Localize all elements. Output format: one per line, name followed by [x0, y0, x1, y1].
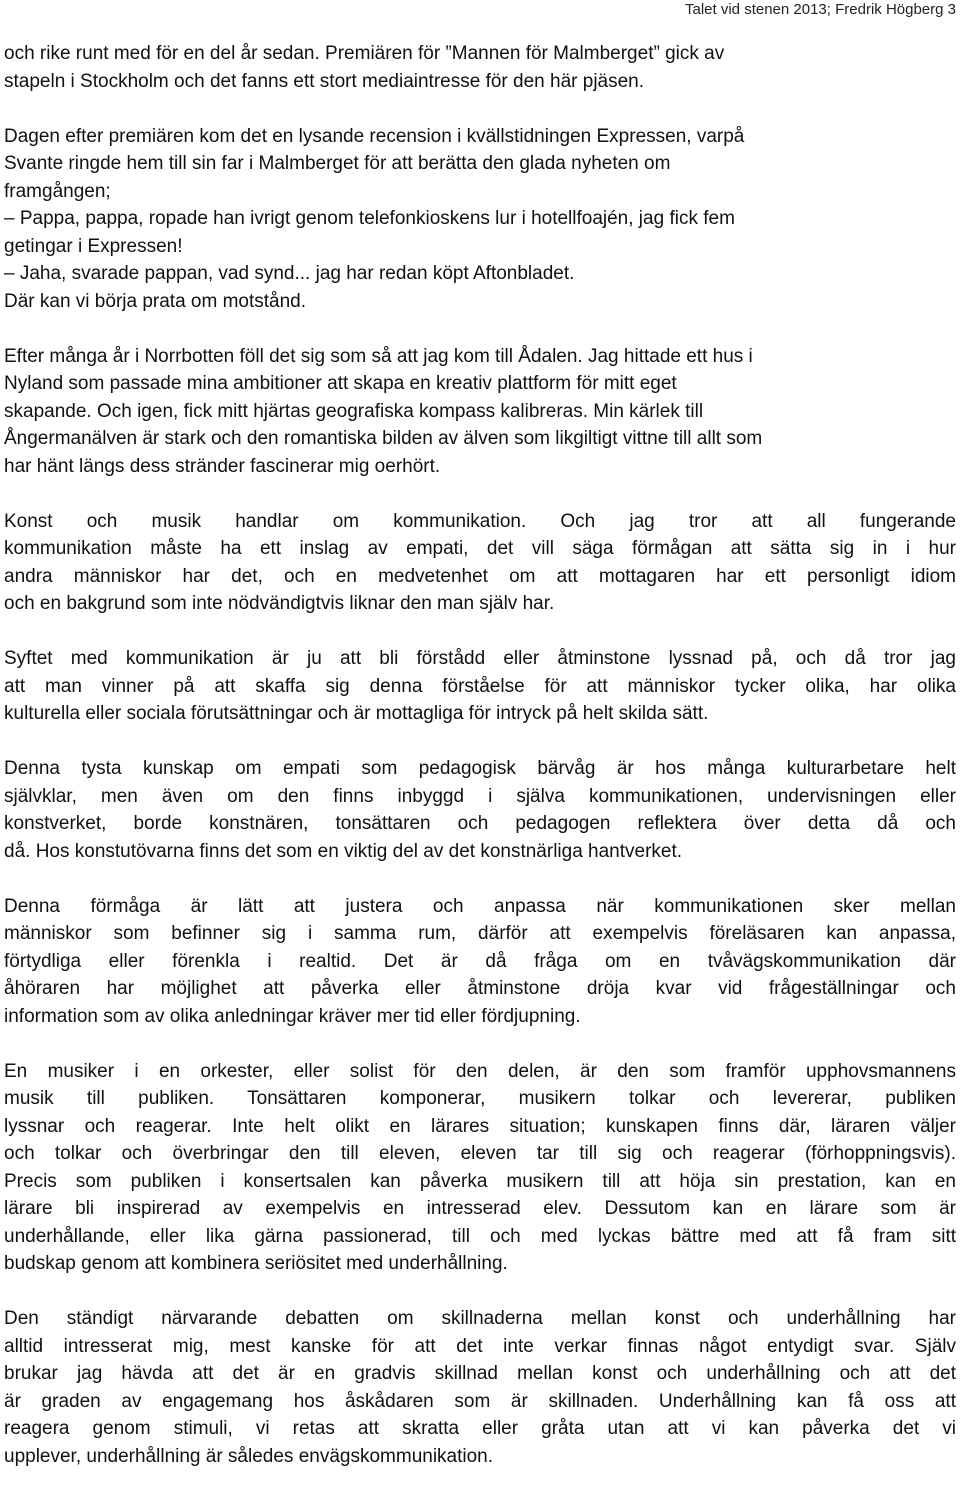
paragraph: [4, 1058, 956, 1278]
paragraph: [4, 645, 956, 728]
text-line: kulturella eller sociala förutsättningar och är mottagliga för intryck på helt skilda sätt.: [4, 703, 709, 724]
text-line: människor som befinner sig i samma rum, därför att exempelvis föreläsaren kan anpassa,: [4, 923, 956, 944]
paragraph: [4, 123, 956, 316]
text-line: reagera genom stimuli, vi retas att skratta eller gråta utan att vi kan påverka det vi: [4, 1418, 956, 1439]
text-line: brukar jag hävda att det är en gradvis skillnad mellan konst och underhållning och att det: [4, 1363, 956, 1384]
text-line: Dagen efter premiären kom det en lysande recension i kvällstidningen Expressen, varpå: [4, 125, 745, 147]
document-body: [4, 40, 956, 1498]
paragraph: [4, 893, 956, 1031]
text-line: Svante ringde hem till sin far i Malmberget för att berätta den glada nyheten om: [4, 153, 671, 174]
text-line: lyssnar och reagerar. Inte helt olikt en lärares situation; kunskapen finns där, läraren väljer: [4, 1115, 956, 1137]
text-line: konstverket, borde konstnären, tonsättaren och pedagogen reflektera över detta då och: [4, 813, 956, 834]
paragraph: [4, 755, 956, 865]
text-line: – Pappa, pappa, ropade han ivrigt genom telefonkioskens lur i hotellfoajén, jag fick fem: [4, 208, 735, 229]
text-line: – Jaha, svarade pappan, vad synd... jag har redan köpt Aftonbladet.: [4, 263, 575, 284]
text-line: Denna förmåga är lätt att justera och anpassa när kommunikationen sker mellan: [4, 895, 956, 917]
paragraph: [4, 343, 956, 481]
text-line: framgången;: [4, 180, 111, 202]
text-line: andra människor har det, och en medvetenhet om att mottagaren har ett personligt idiom: [4, 565, 956, 587]
text-line: underhållande, eller lika gärna passionerad, till och med lyckas bättre med att få fram sitt: [4, 1225, 956, 1247]
running-header: Talet vid stenen 2013; Fredrik Högberg 3: [685, 1, 956, 18]
text-line: getingar i Expressen!: [4, 235, 183, 257]
text-line: Där kan vi börja prata om motstånd.: [4, 290, 307, 312]
paragraph: [4, 508, 956, 618]
text-line: alltid intresserat mig, mest kanske för att det inte verkar finnas något entydigt svar. Själv: [4, 1335, 956, 1357]
text-line: är graden av engagemang hos åskådaren som är skillnaden. Underhållning kan få oss att: [4, 1390, 956, 1412]
text-line: lärare bli inspirerad av exempelvis en intresserad elev. Dessutom kan en lärare som är: [4, 1198, 956, 1219]
text-line: Denna tysta kunskap om empati som pedagogisk bärvåg är hos många kulturarbetare helt: [4, 758, 956, 779]
text-line: och rike runt med för en del år sedan. Premiären för ”Mannen för Malmberget” gick av: [4, 43, 725, 64]
paragraph: [4, 1305, 956, 1470]
text-line: har hänt längs dess stränder fascinerar mig oerhört.: [4, 455, 441, 477]
text-line: åhöraren har möjlighet att påverka eller åtminstone dröja kvar vid frågeställningar och: [4, 978, 956, 999]
text-line: musik till publiken. Tonsättaren komponerar, musikern tolkar och levererar, publiken: [4, 1088, 956, 1109]
text-line: Precis som publiken i konsertsalen kan påverka musikern till att höja sin prestation, kan en: [4, 1170, 956, 1192]
text-line: stapeln i Stockholm och det fanns ett stort mediaintresse för den här pjäsen.: [4, 70, 645, 92]
text-line: självklar, men även om den finns inbyggd i själva kommunikationen, undervisningen eller: [4, 785, 956, 807]
text-line: Den ständigt närvarande debatten om skillnaderna mellan konst och underhållning har: [4, 1308, 956, 1329]
paragraph: [4, 40, 956, 95]
text-line: skapande. Och igen, fick mitt hjärtas geografiska kompass kalibreras. Min kärlek till: [4, 400, 704, 422]
text-line: Ångermanälven är stark och den romantiska bilden av älven som likgiltigt vittne till allt som: [4, 428, 763, 449]
text-line: En musiker i en orkester, eller solist för den delen, är den som framför upphovsmannens: [4, 1060, 956, 1082]
text-line: då. Hos konstutövarna finns det som en viktig del av det konstnärliga hantverket.: [4, 840, 683, 862]
text-line: upplever, underhållning är således envägskommunikation.: [4, 1445, 494, 1467]
text-line: och tolkar och överbringar den till eleven, eleven tar till sig och reagerar (förhoppningsvis).: [4, 1143, 956, 1164]
text-line: Syftet med kommunikation är ju att bli förstådd eller åtminstone lyssnad på, och då tror jag: [4, 648, 956, 669]
text-line: information som av olika anledningar kräver mer tid eller fördjupning.: [4, 1005, 581, 1027]
text-line: förtydliga eller förenkla i realtid. Det är då fråga om en tvåvägskommunikation där: [4, 950, 956, 972]
text-line: budskap genom att kombinera seriösitet med underhållning.: [4, 1253, 508, 1274]
text-line: Konst och musik handlar om kommunikation. Och jag tror att all fungerande: [4, 510, 956, 532]
text-line: Efter många år i Norrbotten föll det sig som så att jag kom till Ådalen. Jag hittade ett hus i: [4, 345, 753, 367]
text-line: Nyland som passade mina ambitioner att skapa en kreativ plattform för mitt eget: [4, 373, 677, 394]
text-line: och en bakgrund som inte nödvändigtvis liknar den man själv har.: [4, 593, 555, 614]
text-line: att man vinner på att skaffa sig denna förståelse för att människor tycker olika, har olika: [4, 675, 956, 697]
text-line: kommunikation måste ha ett inslag av empati, det vill säga förmågan att sätta sig in i hur: [4, 538, 956, 559]
